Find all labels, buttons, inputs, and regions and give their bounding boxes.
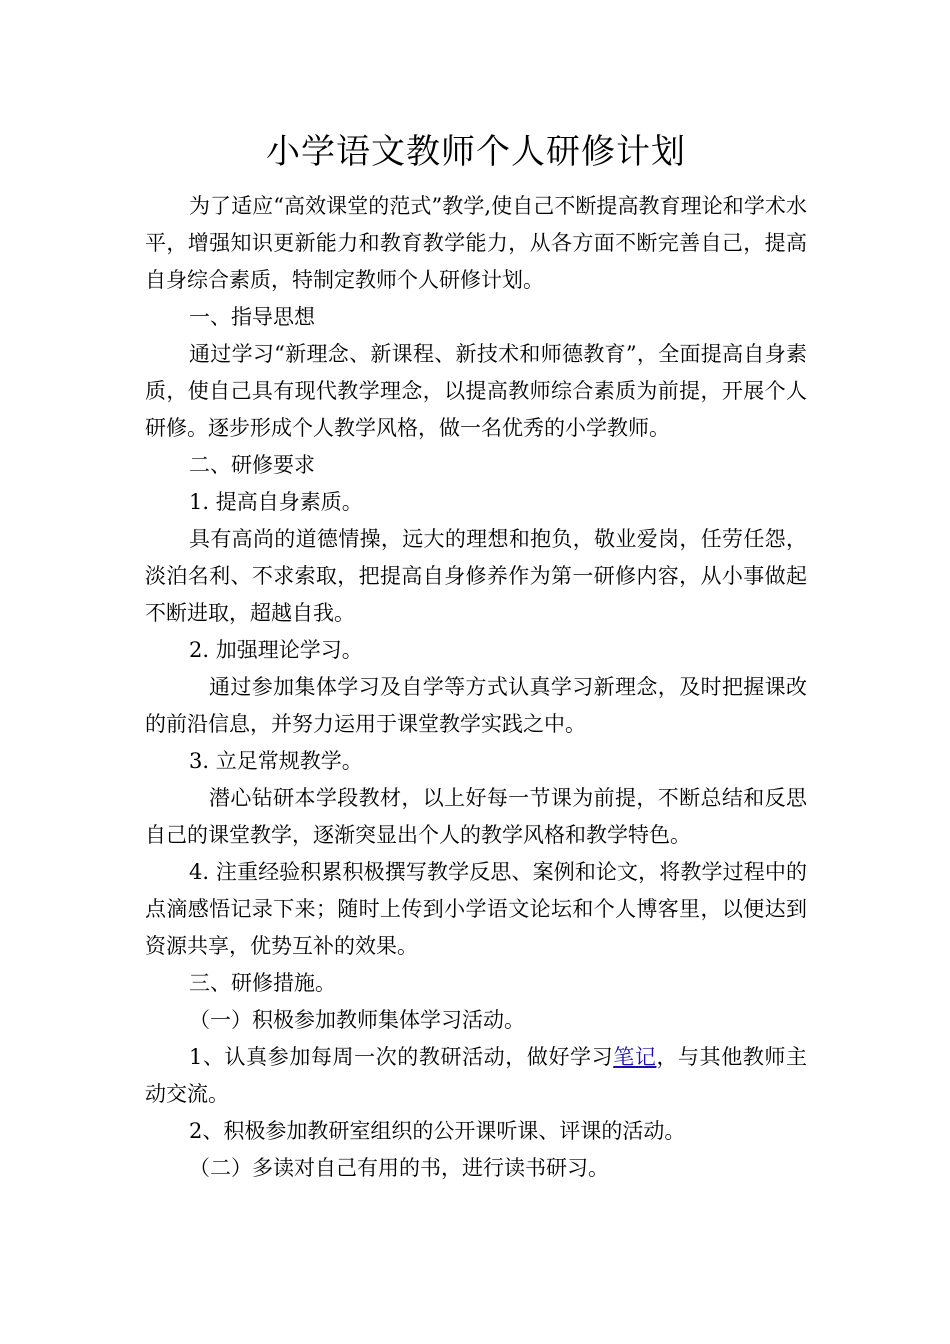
section-2-heading: 二、研修要求	[189, 453, 315, 477]
item-3-heading: 3. 立足常规教学。	[189, 749, 363, 773]
subsection-1-item-2: 2、积极参加教研室组织的公开课听课、评课的活动。	[189, 1119, 686, 1143]
section-1-body: 通过学习“新理念、新课程、新技术和师德教育”，全面提高自身素质，使自己具有现代教学理念，以提高教师综合素质为前提，开展个人研修。逐步形成个人教学风格，做一名优秀的小学教师。	[145, 342, 807, 440]
section-1-heading: 一、指导思想	[189, 305, 315, 329]
subsection-1-heading: （一）积极参加教师集体学习活动。	[189, 1008, 525, 1032]
item-2-heading: 2. 加强理论学习。	[189, 638, 363, 662]
item-3-body: 潜心钻研本学段教材，以上好每一节课为前提，不断总结和反思自己的课堂教学，逐渐突显出个人的教学风格和教学特色。	[145, 786, 807, 847]
item-1-heading: 1. 提高自身素质。	[189, 490, 363, 514]
intro-paragraph: 为了适应“高效课堂的范式”教学,使自己不断提高教育理论和学术水平，增强知识更新能力和教育教学能力，从各方面不断完善自己，提高自身综合素质，特制定教师个人研修计划。	[145, 194, 807, 292]
item-4-body: 4. 注重经验积累积极撰写教学反思、案例和论文，将教学过程中的点滴感悟记录下来；随时上传到小学语文论坛和个人博客里，以便达到资源共享，优势互补的效果。	[145, 860, 807, 958]
item-1-body: 具有高尚的道德情操，远大的理想和抱负，敬业爱岗，任劳任怨，淡泊名利、不求索取，把提高自身修养作为第一研修内容，从小事做起不断进取，超越自我。	[145, 527, 807, 625]
subsection-2-heading: （二）多读对自己有用的书，进行读书研习。	[189, 1156, 609, 1180]
document-title: 小学语文教师个人研修计划	[266, 132, 686, 172]
subsection-1-item-1-text-start: 1、认真参加每周一次的教研活动，做好学习	[189, 1045, 614, 1069]
notes-link[interactable]: 笔记	[613, 1045, 657, 1069]
section-3-heading: 三、研修措施。	[189, 971, 336, 995]
item-2-body: 通过参加集体学习及自学等方式认真学习新理念，及时把握课改的前沿信息，并努力运用于课堂教学实践之中。	[145, 675, 807, 736]
subsection-1-item-1	[145, 1039, 807, 1113]
document-page	[145, 124, 807, 1187]
subsection-1-item-1-text-end: ，与其他教师主动交流。	[145, 1045, 808, 1106]
